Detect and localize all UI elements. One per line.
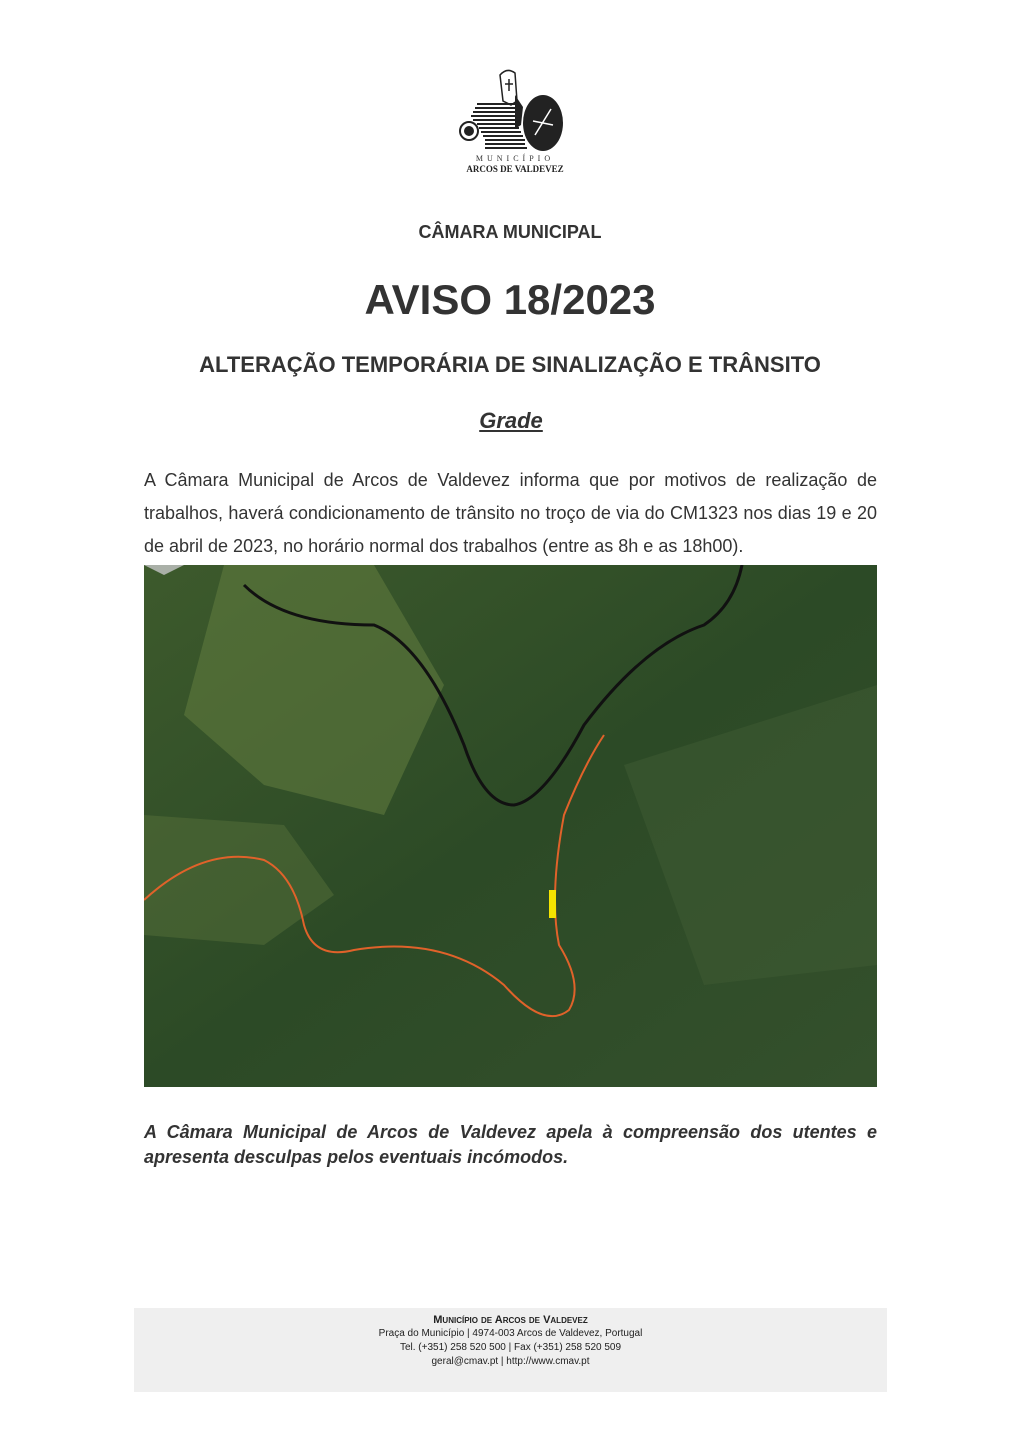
footer-contact: geral@cmav.pt | http://www.cmav.pt: [431, 1356, 590, 1367]
location-heading: Grade: [479, 408, 543, 433]
logo-text-municipio: MUNICÍPIO: [475, 154, 555, 163]
satellite-map: [144, 565, 877, 1087]
footer: [134, 1308, 887, 1392]
work-zone-marker: [549, 890, 556, 918]
notice-subtitle: ALTERAÇÃO TEMPORÁRIA DE SINALIZAÇÃO E TRÂNSITO: [199, 352, 821, 377]
footer-phone: Tel. (+351) 258 520 500 | Fax (+351) 258 520 509: [399, 1342, 622, 1353]
organization-heading: CÂMARA MUNICIPAL: [418, 222, 602, 242]
footer-title: Município de Arcos de Valdevez: [433, 1314, 588, 1326]
footer-address: Praça do Município | 4974-003 Arcos de Valdevez, Portugal: [378, 1328, 643, 1339]
notice-body: A Câmara Municipal de Arcos de Valdevez informa que por motivos de realização de trabalhos, haverá condicionamento de trânsito no troço de via do CM1323 nos dias 19 e 20 de abril de 2023, no horário normal dos trabalhos (entre as 8h e as 18h00).: [144, 470, 877, 556]
logo-text-name: ARCOS DE VALDEVEZ: [466, 164, 564, 174]
page-title: AVISO 18/2023: [364, 276, 656, 323]
closing-statement: A Câmara Municipal de Arcos de Valdevez apela à compreensão dos utentes e apresenta desculpas pelos eventuais incómodos.: [144, 1122, 877, 1167]
